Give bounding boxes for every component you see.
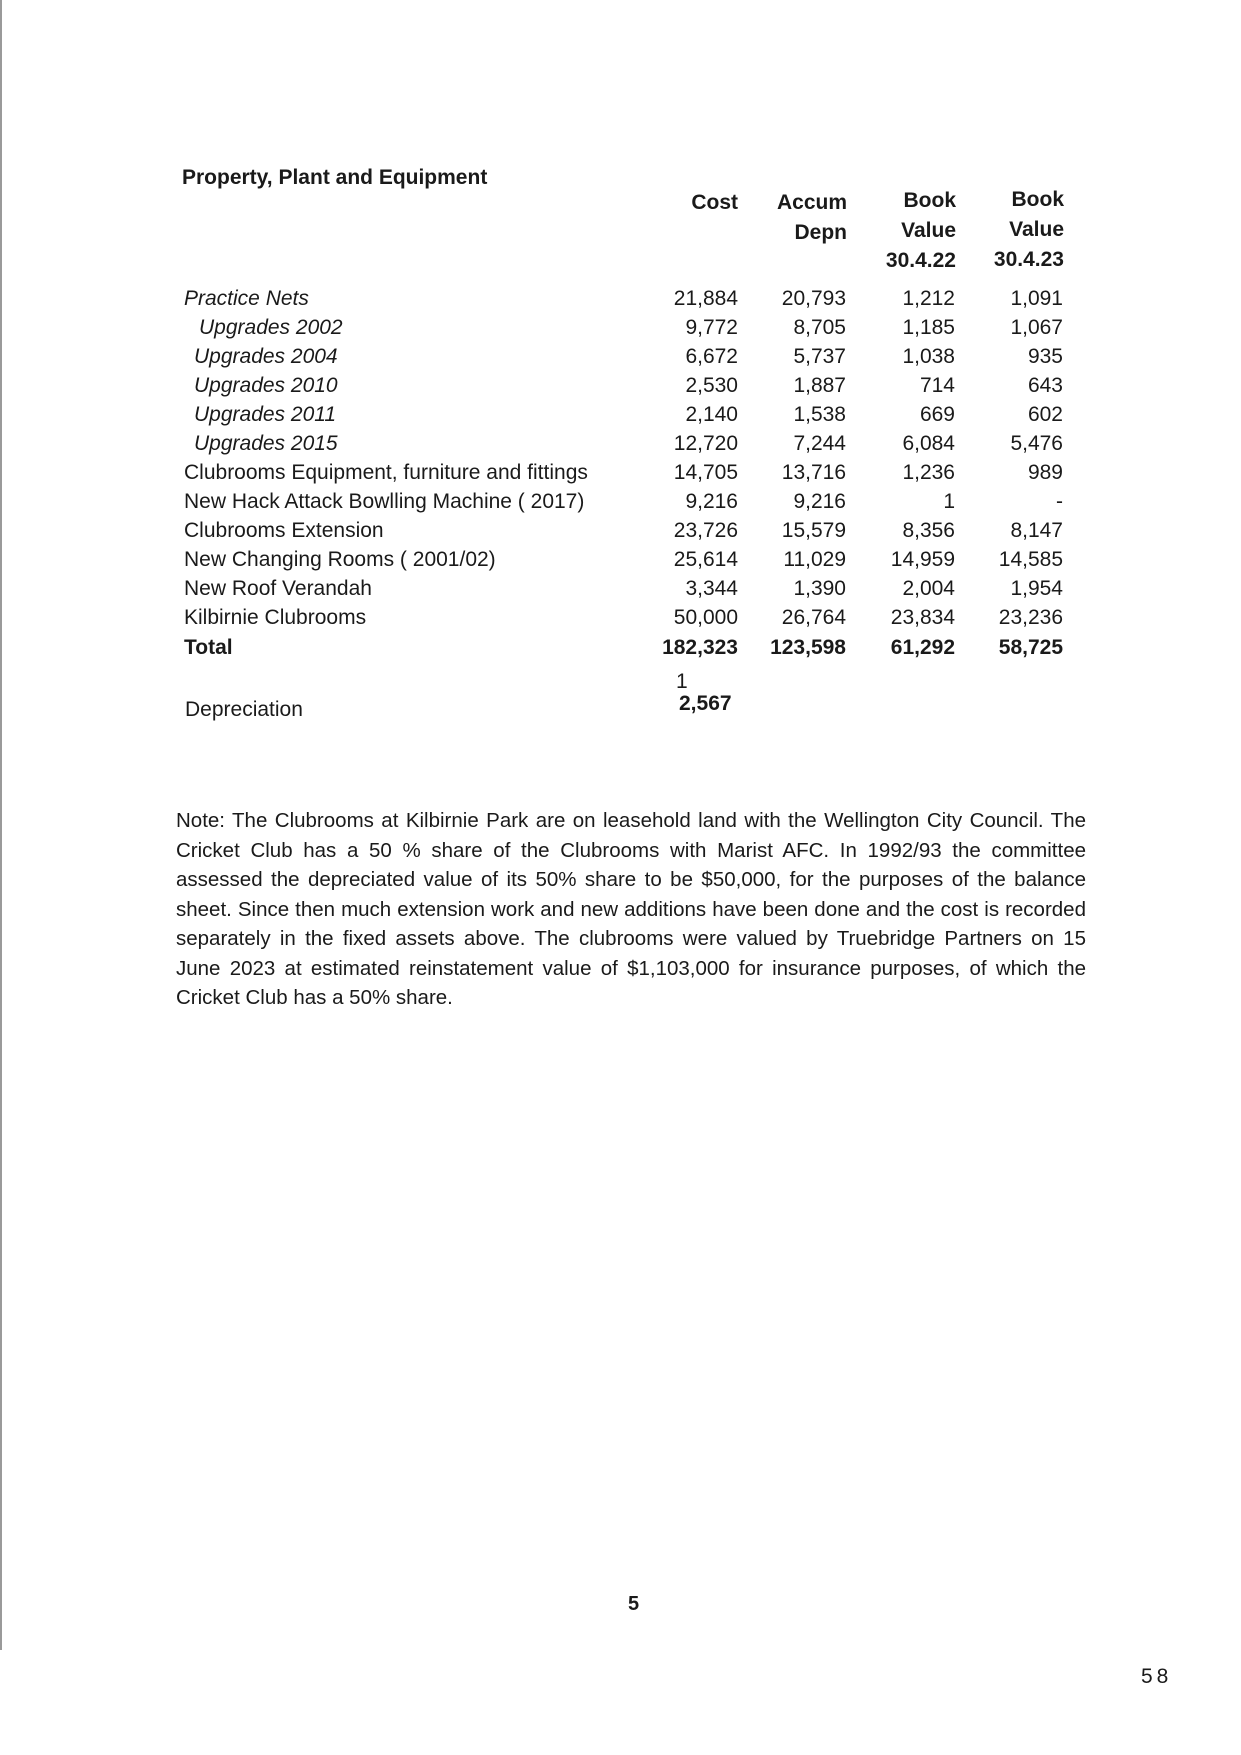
header-bv23-line3: 30.4.23	[993, 248, 1064, 271]
header-bv23-line1: Book	[1011, 188, 1064, 211]
bv22-cell: 8,356	[902, 519, 955, 542]
accum-cell: 11,029	[783, 548, 846, 571]
table-row	[0, 603, 1241, 633]
table-row	[0, 284, 1241, 314]
header-bv22-line3: 30.4.22	[885, 249, 956, 272]
header-cost-label: Cost	[691, 191, 738, 214]
cost-cell: 25,614	[673, 548, 738, 571]
bv23-cell: 14,585	[998, 548, 1063, 571]
header-cost	[640, 188, 738, 218]
table-row	[0, 574, 1241, 604]
header-bv23-line2: Value	[1009, 218, 1064, 241]
total-row	[0, 633, 1241, 663]
bv23-cell: 23,236	[998, 606, 1063, 629]
header-bv22-line2: Value	[901, 219, 956, 242]
bv23-cell: 1,954	[1010, 577, 1063, 600]
header-book-value-23	[958, 185, 1064, 275]
bv23-cell: 8,147	[1010, 519, 1063, 542]
accum-cell: 26,764	[781, 606, 846, 629]
row-label: Upgrades 2010	[194, 374, 338, 397]
accum-cell: 5,737	[793, 345, 846, 368]
total-accum: 123,598	[770, 636, 846, 659]
row-label: Upgrades 2011	[194, 403, 337, 426]
row-label: New Hack Attack Bowlling Machine ( 2017)	[184, 490, 585, 513]
table-row	[0, 313, 1241, 343]
section-title: Property, Plant and Equipment	[182, 166, 488, 189]
bv22-cell: 2,004	[902, 577, 955, 600]
page-number-center: 5	[628, 1593, 640, 1615]
table-row	[0, 400, 1241, 430]
table-row	[0, 545, 1241, 575]
cost-cell: 14,705	[673, 461, 738, 484]
total-label: Total	[184, 636, 233, 659]
bv22-cell: 6,084	[902, 432, 955, 455]
bv22-cell: 669	[919, 403, 955, 426]
table-row	[0, 429, 1241, 459]
row-label: Upgrades 2004	[194, 345, 338, 368]
header-bv22-line1: Book	[903, 189, 956, 212]
accum-cell: 13,716	[781, 461, 846, 484]
table-row	[0, 487, 1241, 517]
header-accum-line1: Accum	[776, 191, 847, 214]
row-label: New Changing Rooms ( 2001/02)	[184, 548, 496, 571]
cost-cell: 21,884	[673, 287, 738, 310]
bv23-cell: 989	[1027, 461, 1063, 484]
note-paragraph: Note: The Clubrooms at Kilbirnie Park are on leasehold land with the Wellington City Council. The Cricket Club has a 50 % share of the Clubrooms with Marist AFC. In 1992/93 the committee assessed the depreciated value of its 50% share to be $50,000, for the purposes of the balance sheet. Since then much extension work and new additions have been done and the cost is recorded separately in the fixed assets above. The clubrooms were valued by Truebridge Partners on 15 June 2023 at estimated reinstatement value of $1,103,000 for insurance purposes, of which the Cricket Club has a 50% share.	[176, 809, 1086, 1009]
row-label: New Roof Verandah	[184, 577, 372, 600]
row-label: Clubrooms Extension	[184, 519, 384, 542]
bv22-cell: 1,038	[902, 345, 955, 368]
bv22-cell: 714	[919, 374, 955, 397]
bv23-cell: 602	[1027, 403, 1063, 426]
accum-cell: 20,793	[781, 287, 846, 310]
accum-cell: 9,216	[793, 490, 846, 513]
page-left-border	[0, 0, 2, 1650]
table-row	[0, 458, 1241, 488]
row-label: Practice Nets	[184, 287, 309, 310]
cost-cell: 9,772	[685, 316, 738, 339]
bv23-cell: -	[1056, 490, 1063, 513]
bv23-cell: 5,476	[1010, 432, 1063, 455]
accum-cell: 1,538	[793, 403, 846, 426]
accum-cell: 1,390	[793, 577, 846, 600]
total-bv23: 58,725	[998, 636, 1063, 659]
cost-cell: 6,672	[685, 345, 738, 368]
row-label: Upgrades 2002	[199, 316, 343, 339]
accum-cell: 7,244	[793, 432, 846, 455]
bv22-cell: 23,834	[890, 606, 955, 629]
row-label: Kilbirnie Clubrooms	[184, 606, 367, 629]
cost-cell: 50,000	[673, 606, 738, 629]
total-bv22: 61,292	[890, 636, 955, 659]
header-book-value-22	[850, 186, 956, 276]
header-accum-line2: Depn	[794, 221, 847, 244]
depreciation-label: Depreciation	[185, 698, 303, 721]
cost-cell: 3,344	[685, 577, 738, 600]
depreciation-mark: 1	[676, 670, 688, 693]
accum-cell: 1,887	[793, 374, 846, 397]
cost-cell: 2,530	[685, 374, 738, 397]
cost-cell: 12,720	[673, 432, 738, 455]
bv23-cell: 643	[1027, 374, 1063, 397]
row-label: Upgrades 2015	[194, 432, 338, 455]
accum-cell: 8,705	[793, 316, 846, 339]
cost-cell: 9,216	[685, 490, 738, 513]
row-label: Clubrooms Equipment, furniture and fittings	[184, 461, 588, 484]
bv23-cell: 935	[1027, 345, 1063, 368]
table-row	[0, 516, 1241, 546]
bv22-cell: 1,212	[902, 287, 955, 310]
page-number-right: 58	[1141, 1665, 1173, 1688]
bv22-cell: 1	[943, 490, 955, 513]
header-accum-depn	[740, 188, 847, 248]
depreciation-value: 2,567	[679, 692, 732, 715]
bv23-cell: 1,091	[1010, 287, 1063, 310]
table-row	[0, 371, 1241, 401]
bv22-cell: 1,236	[902, 461, 955, 484]
table-row	[0, 342, 1241, 372]
bv22-cell: 14,959	[890, 548, 955, 571]
accum-cell: 15,579	[781, 519, 846, 542]
total-cost: 182,323	[662, 636, 738, 659]
cost-cell: 23,726	[673, 519, 738, 542]
cost-cell: 2,140	[685, 403, 738, 426]
bv23-cell: 1,067	[1010, 316, 1063, 339]
bv22-cell: 1,185	[902, 316, 955, 339]
